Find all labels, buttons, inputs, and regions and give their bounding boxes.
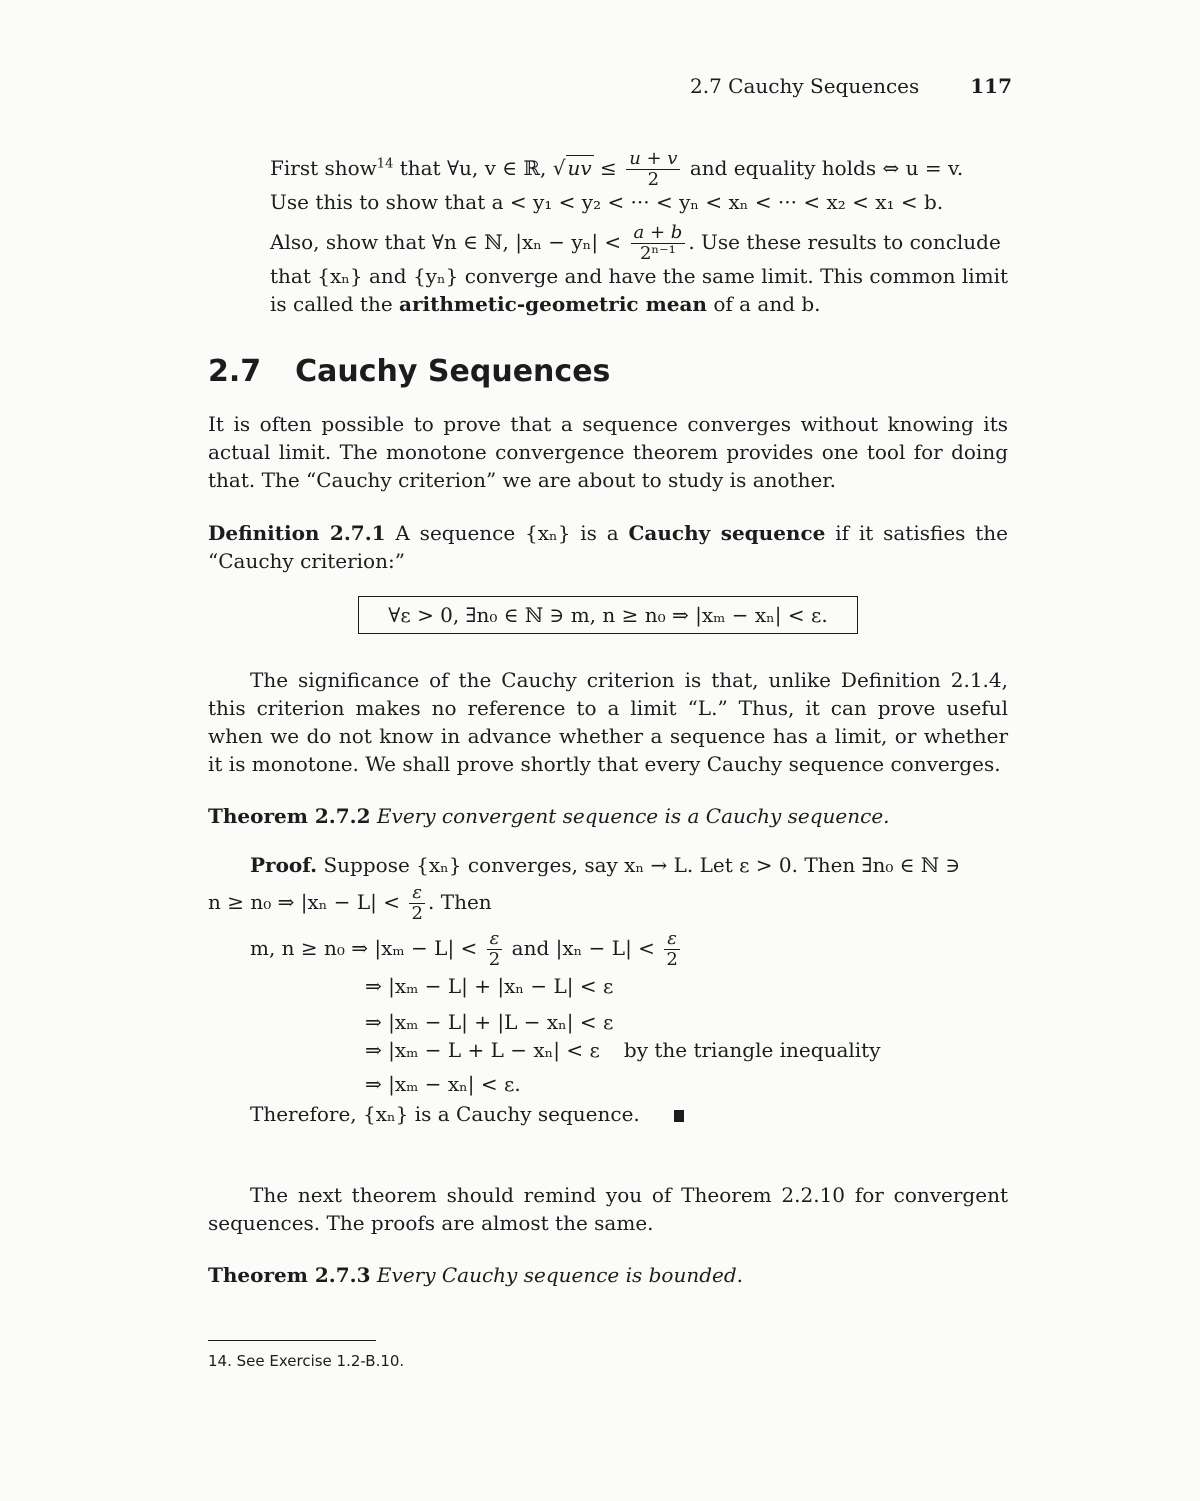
fraction: $\frac{a + b}{\text{2ⁿ⁻¹}}$ [631,224,686,263]
theorem-2-7-2 [208,802,890,830]
triangle-inequality-note: by the triangle inequality [623,1038,881,1062]
proof-line-1: Proof. Suppose {xₙ} converges, say xₙ → L. Let ε > 0. Then ∃n₀ ∈ ℕ ∋ [250,853,961,877]
exercise-line-2: Use this to show that a < y₁ < y₂ < ··· < yₙ < xₙ < ··· < x₂ < x₁ < b. [270,190,944,214]
fraction: $\frac{\varepsilon}{2}$ [664,930,680,969]
theorem-label: Theorem 2.7.3 [208,1263,371,1287]
cauchy-criterion-formula: ∀ε > 0, ∃n₀ ∈ ℕ ∋ m, n ≥ n₀ ⇒ |xₘ − xₙ| < ε. [358,596,858,634]
derivation-row-4: ⇒ |xₘ − L + L − xₙ| < ε by the triangle inequality [365,1038,881,1062]
theorem-statement: Every Cauchy sequence is bounded. [370,1263,744,1287]
exercise-line-5: is called the arithmetic-geometric mean of a and b. [270,292,821,316]
fraction: $\frac{u + v}{2}$ [626,150,680,189]
theorem-2-7-3 [208,1261,743,1289]
derivation-row-2: ⇒ |xₘ − L| + |xₙ − L| < ε [365,974,614,998]
derivation-row-5: ⇒ |xₘ − xₙ| < ε. [365,1072,521,1096]
running-head-title: 2.7 Cauchy Sequences [690,74,920,98]
significance-paragraph: The significance of the Cauchy criterion is that, unlike Definition 2.1.4, this criterion makes no reference to a limit “L.” Thus, it can prove useful when we do not know in advance whether a sequence has a limit, or whether it is monotone. We shall prove shortly that every Cauchy sequence converges. [208,668,1008,776]
theorem-label: Theorem 2.7.2 [208,804,371,828]
qed-square-icon [674,1110,684,1122]
running-head [690,74,1012,98]
exercise-line-3: Also, show that ∀n ∈ ℕ, |xₙ − yₙ| < $\frac{a + b}{\text{2ⁿ⁻¹}}$ . Use these results to conclude [270,222,1001,264]
footnote-marker: 14 [376,156,394,172]
derivation-row-1: m, n ≥ n₀ ⇒ |xₘ − L| < $\frac{\varepsilon}{2}$ and |xₙ − L| < $\frac{\varepsilon}{2}$ [250,930,683,969]
section-number: 2.7 [208,354,262,389]
theorem-statement: Every convergent sequence is a Cauchy sequence. [370,804,890,828]
proof-conclusion: Therefore, {xₙ} is a Cauchy sequence. [250,1102,684,1126]
page-number: 117 [970,74,1012,98]
fraction: $\frac{\varepsilon}{2}$ [487,930,503,969]
footnote: 14. See Exercise 1.2-B.10. [208,1352,405,1370]
proof-label: Proof. [250,853,318,877]
footnote-rule [208,1340,376,1341]
section-title: Cauchy Sequences [295,354,611,389]
fraction: $\frac{\varepsilon}{2}$ [409,884,425,923]
intro-paragraph: It is often possible to prove that a sequence converges without knowing its actual limit. The monotone convergence theorem provides one tool for doing that. The “Cauchy criterion” we are about to study is another. [208,412,1008,492]
exercise-line-4: that {xₙ} and {yₙ} converge and have the same limit. This common limit [270,264,1009,288]
next-theorem-paragraph: The next theorem should remind you of Theorem 2.2.10 for convergent sequences. The proofs are almost the same. [208,1183,1008,1235]
section-heading [208,354,610,389]
definition-label: Definition 2.7.1 [208,521,386,545]
derivation-row-3: ⇒ |xₘ − L| + |L − xₙ| < ε [365,1010,614,1034]
definition-2-7-1: Definition 2.7.1 A sequence {xₙ} is a Cauchy sequence if it satisfies the “Cauchy criterion:” [208,521,1008,573]
proof-line-2: n ≥ n₀ ⇒ |xₙ − L| < $\frac{\varepsilon}{2}$ . Then [208,882,492,924]
exercise-line-1: First show$^{14}$ that ∀u, v ∈ ℝ, √ uv ≤ $\frac{u + v}{2}$ and equality holds ⇔ u = v. [270,148,964,190]
